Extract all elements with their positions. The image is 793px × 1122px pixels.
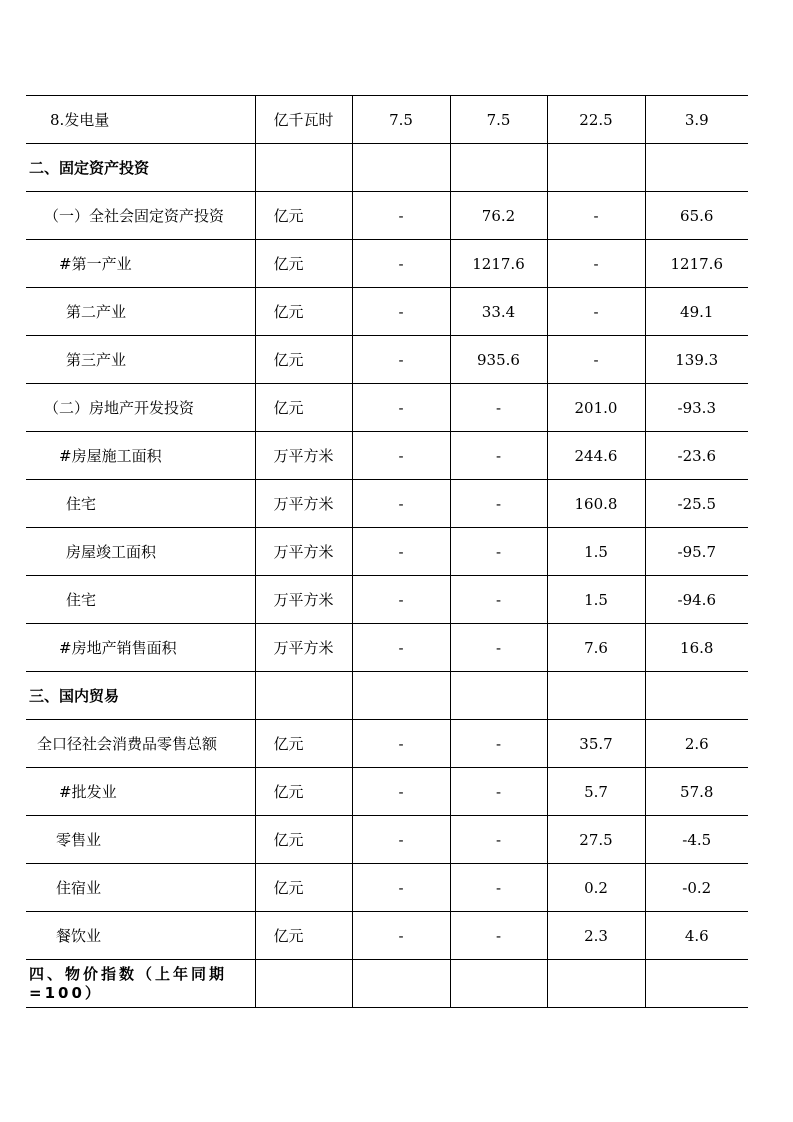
indicator-name: #批发业 [26, 768, 255, 816]
value-cell-c3: 0.2 [547, 864, 645, 912]
unit-cell: 万平方米 [255, 480, 352, 528]
table-row [26, 528, 748, 576]
table-row [26, 336, 748, 384]
value-cell-c2: - [450, 480, 547, 528]
value-cell-c1: - [352, 528, 450, 576]
value-cell-c4: 65.6 [645, 192, 748, 240]
unit-cell: 亿元 [255, 864, 352, 912]
table-row [26, 720, 748, 768]
value-cell-c4: 139.3 [645, 336, 748, 384]
value-cell-c1: - [352, 768, 450, 816]
value-cell-c1: 7.5 [352, 96, 450, 144]
table-row [26, 432, 748, 480]
value-cell-c2: 935.6 [450, 336, 547, 384]
value-cell-c4: 2.6 [645, 720, 748, 768]
value-cell-c1: - [352, 624, 450, 672]
statistics-table [26, 95, 748, 1008]
value-cell-c1: - [352, 384, 450, 432]
value-cell-c2: - [450, 816, 547, 864]
value-cell-c2 [450, 960, 547, 1008]
section-row [26, 672, 748, 720]
value-cell-c1 [352, 672, 450, 720]
value-cell-c3: 1.5 [547, 576, 645, 624]
table-row [26, 576, 748, 624]
value-cell-c4 [645, 960, 748, 1008]
value-cell-c3: 7.6 [547, 624, 645, 672]
value-cell-c4: -0.2 [645, 864, 748, 912]
value-cell-c4: -25.5 [645, 480, 748, 528]
value-cell-c2 [450, 672, 547, 720]
value-cell-c1: - [352, 336, 450, 384]
value-cell-c4: -93.3 [645, 384, 748, 432]
value-cell-c4: 3.9 [645, 96, 748, 144]
table-row [26, 480, 748, 528]
value-cell-c1: - [352, 720, 450, 768]
value-cell-c1: - [352, 432, 450, 480]
unit-cell: 亿元 [255, 912, 352, 960]
unit-cell: 亿元 [255, 720, 352, 768]
indicator-name: #房地产销售面积 [26, 624, 255, 672]
value-cell-c2: - [450, 864, 547, 912]
table-row [26, 912, 748, 960]
value-cell-c2: - [450, 384, 547, 432]
value-cell-c2: - [450, 624, 547, 672]
table-row [26, 384, 748, 432]
table-row [26, 288, 748, 336]
value-cell-c1: - [352, 864, 450, 912]
value-cell-c3 [547, 960, 645, 1008]
value-cell-c1 [352, 144, 450, 192]
unit-cell: 亿元 [255, 192, 352, 240]
value-cell-c3: 201.0 [547, 384, 645, 432]
value-cell-c2: - [450, 432, 547, 480]
indicator-name: 第三产业 [26, 336, 255, 384]
value-cell-c2: - [450, 720, 547, 768]
value-cell-c3 [547, 672, 645, 720]
value-cell-c2: - [450, 768, 547, 816]
indicator-name: 零售业 [26, 816, 255, 864]
value-cell-c4 [645, 144, 748, 192]
indicator-name: 8.发电量 [26, 96, 255, 144]
value-cell-c2: 76.2 [450, 192, 547, 240]
section-row [26, 144, 748, 192]
unit-cell: 亿元 [255, 288, 352, 336]
value-cell-c4: 1217.6 [645, 240, 748, 288]
table-row [26, 768, 748, 816]
indicator-name: 住宿业 [26, 864, 255, 912]
value-cell-c4: -4.5 [645, 816, 748, 864]
unit-cell: 万平方米 [255, 528, 352, 576]
value-cell-c3: 1.5 [547, 528, 645, 576]
value-cell-c2: - [450, 912, 547, 960]
value-cell-c1 [352, 960, 450, 1008]
unit-cell: 亿元 [255, 768, 352, 816]
indicator-name: （二）房地产开发投资 [26, 384, 255, 432]
unit-cell [255, 960, 352, 1008]
value-cell-c1: - [352, 912, 450, 960]
table-body [26, 96, 748, 1008]
value-cell-c2: - [450, 528, 547, 576]
value-cell-c4: -94.6 [645, 576, 748, 624]
table-row [26, 96, 748, 144]
value-cell-c2: 7.5 [450, 96, 547, 144]
indicator-name: 第二产业 [26, 288, 255, 336]
value-cell-c4: 4.6 [645, 912, 748, 960]
unit-cell: 亿千瓦时 [255, 96, 352, 144]
indicator-name: （一）全社会固定资产投资 [26, 192, 255, 240]
table-row [26, 192, 748, 240]
value-cell-c3: 35.7 [547, 720, 645, 768]
value-cell-c3: 160.8 [547, 480, 645, 528]
indicator-name: 房屋竣工面积 [26, 528, 255, 576]
value-cell-c1: - [352, 816, 450, 864]
table-row [26, 624, 748, 672]
unit-cell: 亿元 [255, 240, 352, 288]
table-row [26, 240, 748, 288]
unit-cell: 万平方米 [255, 576, 352, 624]
unit-cell: 亿元 [255, 384, 352, 432]
value-cell-c3: 22.5 [547, 96, 645, 144]
value-cell-c4: 57.8 [645, 768, 748, 816]
value-cell-c2: - [450, 576, 547, 624]
indicator-name: 餐饮业 [26, 912, 255, 960]
value-cell-c1: - [352, 192, 450, 240]
unit-cell: 亿元 [255, 816, 352, 864]
value-cell-c3: 244.6 [547, 432, 645, 480]
value-cell-c4: 16.8 [645, 624, 748, 672]
value-cell-c3: - [547, 336, 645, 384]
value-cell-c2: 33.4 [450, 288, 547, 336]
table-row [26, 816, 748, 864]
value-cell-c3: 27.5 [547, 816, 645, 864]
unit-cell: 万平方米 [255, 624, 352, 672]
indicator-name: 住宅 [26, 576, 255, 624]
value-cell-c1: - [352, 576, 450, 624]
value-cell-c3: - [547, 192, 645, 240]
value-cell-c3 [547, 144, 645, 192]
value-cell-c2: 1217.6 [450, 240, 547, 288]
indicator-name: #第一产业 [26, 240, 255, 288]
section-heading: 四、物价指数（上年同期=100） [26, 960, 255, 1008]
unit-cell: 万平方米 [255, 432, 352, 480]
value-cell-c3: - [547, 240, 645, 288]
value-cell-c1: - [352, 288, 450, 336]
value-cell-c3: - [547, 288, 645, 336]
value-cell-c2 [450, 144, 547, 192]
section-heading: 三、国内贸易 [26, 672, 255, 720]
value-cell-c4: -95.7 [645, 528, 748, 576]
indicator-name: #房屋施工面积 [26, 432, 255, 480]
value-cell-c1: - [352, 480, 450, 528]
unit-cell [255, 672, 352, 720]
table-row [26, 864, 748, 912]
value-cell-c4: -23.6 [645, 432, 748, 480]
unit-cell: 亿元 [255, 336, 352, 384]
indicator-name: 住宅 [26, 480, 255, 528]
value-cell-c3: 5.7 [547, 768, 645, 816]
value-cell-c3: 2.3 [547, 912, 645, 960]
section-heading: 二、固定资产投资 [26, 144, 255, 192]
section-row [26, 960, 748, 1008]
unit-cell [255, 144, 352, 192]
value-cell-c4 [645, 672, 748, 720]
indicator-name: 全口径社会消费品零售总额 [26, 720, 255, 768]
value-cell-c4: 49.1 [645, 288, 748, 336]
value-cell-c1: - [352, 240, 450, 288]
